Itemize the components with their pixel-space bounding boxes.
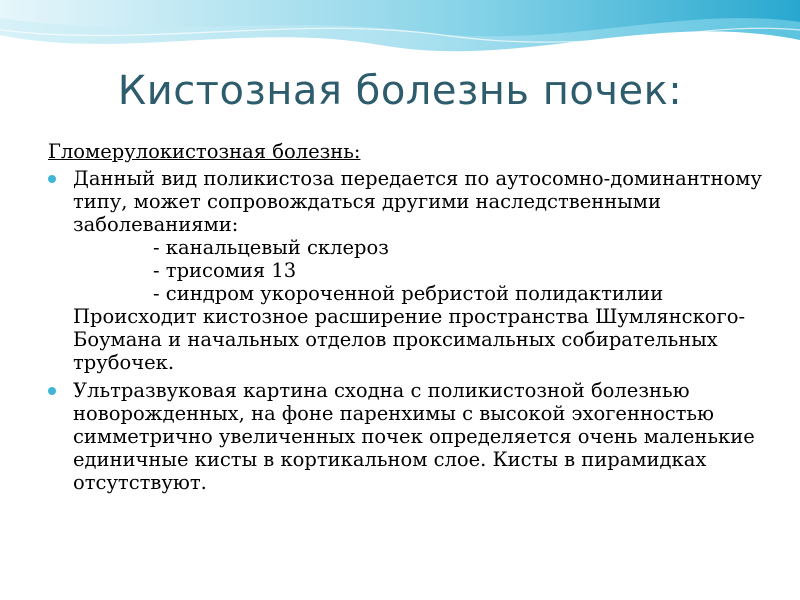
bullet-dot-icon xyxy=(48,387,56,395)
bullet-dot-icon xyxy=(48,175,56,183)
slide-body xyxy=(48,140,768,494)
bullet-2-text: Ультразвуковая картина сходна с поликистозной болезнью новорожденных, на фоне паренхимы с высокой эхогенностью симметрично увеличенных почек определяется очень маленькие единичные кисты в кортикальном слое. Кисты в пирамидках отсутствуют. xyxy=(73,379,755,494)
bullet-item-1 xyxy=(48,167,768,374)
bullet-1-continuation: Происходит кистозное расширение пространства Шумлянского-Боумана и начальных отделов проксимальных собирательных трубочек. xyxy=(73,305,746,374)
sub-item-2: - трисомия 13 xyxy=(153,259,297,282)
sub-item-1: - канальцевый склероз xyxy=(153,236,389,259)
bullet-1-text: Данный вид поликистоза передается по аутосомно-доминантному типу, может сопровождаться другими наследственными заболеваниями: xyxy=(73,167,762,236)
bullet-item-2 xyxy=(48,379,768,494)
slide-title: Кистозная болезнь почек: xyxy=(117,68,683,114)
sub-item-3: - синдром укороченной ребристой полидактилии xyxy=(153,282,664,305)
subheading: Гломерулокистозная болезнь: xyxy=(48,140,361,163)
